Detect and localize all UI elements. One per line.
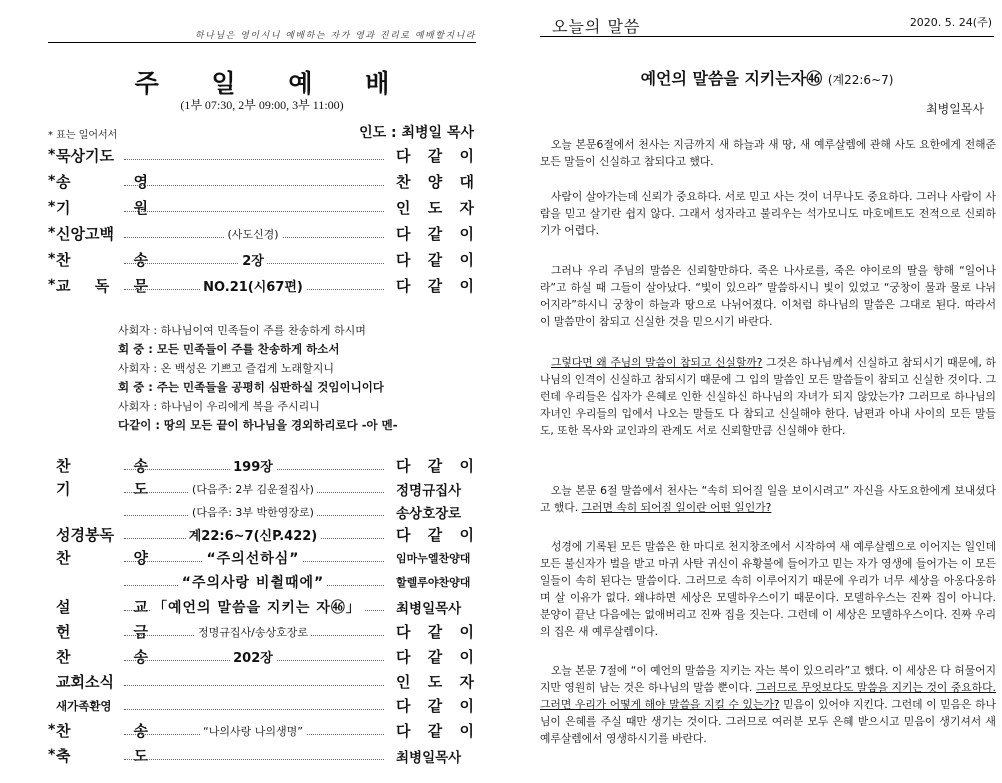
- order-item-leader: 송상호장로: [396, 506, 462, 522]
- order-item-name: 헌 금: [56, 623, 148, 641]
- order-row: [0, 145, 512, 169]
- responsive-line: 회 중 : 주는 민족들을 공평히 심판하실 것임이니이다: [118, 380, 384, 394]
- order-item-name: 기 도: [56, 480, 148, 498]
- sermon-author: 최병일목사: [926, 102, 984, 116]
- order-item-name: 설 교: [56, 598, 148, 616]
- underlined-question: 그렇다면 왜 주님의 말씀이 참되고 신실할까?: [551, 356, 763, 369]
- order-item-detail: NO.21(시67편): [200, 280, 306, 295]
- order-row: [0, 275, 512, 299]
- sermon-paragraph: [540, 262, 996, 330]
- sermon-paragraph: [540, 538, 996, 640]
- sermon-paragraph: [540, 354, 996, 439]
- stand-mark: *: [48, 173, 56, 189]
- service-times: (1부 07:30, 2부 09:00, 3부 11:00): [180, 98, 344, 112]
- order-item-name: 교 독 문: [56, 277, 148, 295]
- order-row: [0, 478, 512, 502]
- responsive-line: 사회자 : 온 백성은 기쁘고 즐겁게 노래할지니: [118, 362, 334, 375]
- sermon-paragraph: [540, 136, 996, 170]
- order-item-name: 묵상기도: [56, 147, 114, 165]
- paragraph-text: 오늘 본문 7절에 “이 예언의 말씀을 지키는 자는 복이 있으리라”고 했다. 이 세상은 다 허물어지지만 영원히 남는 것은 하나님의 말씀 뿐이다.: [540, 664, 997, 694]
- order-item-leader: 다 같 이: [396, 147, 474, 165]
- dot-leader: [124, 211, 384, 212]
- order-row: [0, 223, 512, 247]
- order-row: [0, 249, 512, 273]
- dot-leader: [124, 185, 384, 186]
- stand-mark: *: [48, 199, 56, 215]
- order-item-leader: 할렐루야찬양대: [396, 576, 471, 589]
- order-row: [0, 621, 512, 645]
- order-item-leader: 인 도 자: [396, 199, 474, 217]
- order-item-name: 새가족환영: [56, 699, 112, 713]
- responsive-line: 회 중 : 모든 민족들이 주를 찬송하게 하소서: [118, 342, 340, 356]
- stand-mark: *: [48, 722, 56, 738]
- sermon-title-text: 예언의 말씀을 지키는자㊻: [640, 69, 823, 88]
- order-item-detail: (사도신경): [224, 228, 281, 241]
- order-item-detail: “주의사랑 비췰때에”: [179, 575, 327, 591]
- service-title: 주 일 예 배: [134, 69, 412, 98]
- header-rule: [540, 36, 994, 37]
- order-item-leader: 다 같 이: [396, 722, 474, 740]
- order-row: [0, 745, 512, 769]
- order-item-name: 교회소식: [56, 673, 114, 691]
- order-item-leader: 다 같 이: [396, 457, 474, 475]
- sermon-page: [512, 0, 1002, 783]
- presider: 인도 : 최병일 목사: [359, 125, 474, 141]
- underlined-question: 그러면 속히 되어질 일이란 어떤 일인가?: [581, 501, 772, 514]
- paragraph-text: 그것은 하나님께서 신실하고 참되시기 때문에, 하나님의 인격이 신실하고 참되시기 때문에 그 입의 말씀인 모든 말씀들이 참되고 신실한 것이다. 그런데 우리들은 십자가 은혜로 인한 신실하신 하나님의 자녀가 되지 않았는가? 그러므로 하나님의 자녀인 우리들의 입에서 나오는 말들도 다 참되고 신실해야 한다. 남편과 아내 사이의 모든 말들도, 또한 목사와 교인과의 관계도 서로 신뢰할만큼 신실해야 한다.: [540, 356, 996, 437]
- order-row: [0, 695, 512, 719]
- order-item-name: 신앙고백: [56, 225, 114, 243]
- order-item-leader: 최병일목사: [396, 750, 462, 766]
- paragraph-text: 그러나 우리 주님의 말씀은 신뢰할만하다. 죽은 나사로를, 죽은 야이로의 딸을 향해 “일어나라”고 하실 때 그들이 살아났다. “빛이 있으라” 말씀하시니 빛이 있었고 “궁창이 물과 물로 나뉘어지라”하시니 궁창이 하늘과 땅으로 나뉘어졌다. 이처럼 하나님의 말씀은 그대로 된다. 따라서 이 말씀만이 참되고 신실한 것을 믿으시기 바란다.: [540, 264, 996, 328]
- order-item-detail: “주의선하심”: [203, 551, 302, 567]
- responsive-line: 다같이 : 땅의 모든 끝이 하나님을 경외하리로다 -아 멘-: [118, 418, 398, 432]
- order-item-name: 찬 송: [56, 722, 148, 740]
- order-item-detail: 계22:6~7(신P.422): [186, 529, 321, 544]
- paragraph-text: 사람이 살아가는데 신뢰가 중요하다. 서로 믿고 사는 것이 너무나도 중요하다. 그러나 사람이 사람을 믿고 살기란 쉽지 않다. 그래서 성자라고 불리우는 석가모니도 마호메트도 전적으로 신뢰하기가 어렵다.: [540, 190, 996, 237]
- paragraph-text: 오늘 본문 6절 말씀에서 천사는 “속히 되어질 일을 보이시려고” 자신을 사도요한에게 보내셨다고 했다.: [540, 484, 996, 514]
- dot-leader: [124, 759, 384, 760]
- order-item-leader: 정명규집사: [396, 483, 462, 499]
- sermon-paragraph: [540, 662, 996, 747]
- order-row: [0, 646, 512, 670]
- order-item-name: 기 원: [56, 199, 148, 217]
- order-row: [0, 720, 512, 744]
- sermon-scripture-ref: (계22:6~7): [827, 73, 894, 87]
- order-row: [0, 547, 512, 571]
- header-rule: [48, 42, 476, 43]
- dot-leader: [124, 685, 384, 686]
- order-row: [0, 197, 512, 221]
- order-item-detail: 2장: [239, 254, 267, 269]
- order-item-name: 성경봉독: [56, 526, 114, 544]
- order-item-name: 찬 송: [56, 251, 148, 269]
- order-item-detail: (다음주: 3부 박한영장로): [189, 506, 317, 519]
- order-item-leader: 최병일목사: [396, 601, 462, 617]
- stand-mark: *: [48, 147, 56, 163]
- order-item-detail: 정명규집사/송상호장로: [195, 626, 311, 639]
- paragraph-text: 오늘 본문6절에서 천사는 지금까지 새 하늘과 새 땅, 새 예루살렘에 관해 사도 요한에게 전해준 모든 말들이 신실하고 참되다고 했다.: [540, 138, 996, 168]
- order-item-detail: 202장: [230, 651, 276, 666]
- sermon-paragraph: [540, 188, 996, 239]
- order-item-name: 찬 송: [56, 457, 148, 475]
- sermon-title: 「예언의 말씀을 지키는 자㊻」: [150, 600, 364, 616]
- order-item-name: 찬 송: [56, 648, 148, 666]
- underlined-question: 그러므로 무엇보다도 말씀을 지키는 것이 중요하다. 그러면 우리가 어떻게 해야 말씀을 지킬 수 있는가?: [540, 681, 996, 711]
- sermon-paragraph: [540, 482, 996, 516]
- stand-mark: *: [48, 225, 56, 241]
- dot-leader: [124, 159, 384, 160]
- order-item-name: 찬 양: [56, 549, 148, 567]
- order-row: [0, 455, 512, 479]
- order-row: [0, 501, 512, 525]
- header-motto: 하나님은 영이시니 예배하는 자가 영과 진리로 예배할지니라: [194, 31, 476, 41]
- order-row: [0, 171, 512, 195]
- order-item-leader: 다 같 이: [396, 623, 474, 641]
- stand-mark: *: [48, 251, 56, 267]
- order-item-leader: 인 도 자: [396, 673, 474, 691]
- paragraph-text: 믿음이 있어야 지킨다. 그런데 이 믿음은 하나님이 은혜를 주실 때만 생기는 것이다. 그러므로 여러분 모두 은혜 받으시고 믿음이 생기셔서 새 예루살렘에서 영생하시기를 바란다.: [540, 698, 996, 745]
- order-item-name: 축 도: [56, 747, 148, 765]
- sermon-title: [540, 66, 994, 89]
- paragraph-text: 성경에 기록된 모든 말씀은 한 마디로 천지창조에서 시작하여 새 예루살렘으로 이어지는 일인데 모든 불신자가 벌을 받고 마귀 사탄 귀신이 유황불에 들어가고 믿는 자가 영생에 들어가는 이 모든 일들이 속히 된다는 말씀이다. 그러므로 속히 이루어지기 때문에 우리가 너무 세상을 아옹다옹하며 살 이유가 없다. 왜냐하면 세상은 모델하우스이기 때문이다. 모델하우스는 진짜 집이 아니다. 분양이 끝난 다음에는 없애버리고 진짜 집을 짓는다. 그런데 이 세상은 모델하우스이다. 진짜 우리의 집은 새 예루살렘이다.: [540, 540, 996, 638]
- section-header: 오늘의 말씀: [552, 17, 641, 36]
- order-item-detail: “나의사랑 나의생명”: [200, 725, 306, 738]
- order-item-leader: 다 같 이: [396, 648, 474, 666]
- responsive-line: 사회자 : 하나님이여 민족들이 주를 찬송하게 하시며: [118, 324, 366, 337]
- order-item-leader: 임마누엘찬양대: [396, 552, 471, 565]
- stand-mark: *: [48, 277, 56, 293]
- order-row: [0, 671, 512, 695]
- dot-leader: [124, 709, 384, 710]
- order-row: [0, 596, 512, 620]
- order-item-leader: 다 같 이: [396, 697, 474, 715]
- bulletin-date: 2020. 5. 24(주): [909, 16, 992, 29]
- order-item-leader: 다 같 이: [396, 526, 474, 544]
- stand-note: * 표는 일어서서: [48, 130, 118, 141]
- order-row: [0, 524, 512, 548]
- order-row: [0, 571, 512, 595]
- order-item-leader: 다 같 이: [396, 225, 474, 243]
- order-item-leader: 다 같 이: [396, 277, 474, 295]
- responsive-line: 사회자 : 하나님이 우리에게 복을 주시리니: [118, 400, 320, 413]
- order-item-leader: 다 같 이: [396, 251, 474, 269]
- order-item-detail: (다음주: 2부 김운절집사): [189, 483, 317, 496]
- order-item-name: 송 영: [56, 173, 148, 191]
- order-item-detail: 199장: [230, 460, 276, 475]
- stand-mark: *: [48, 747, 56, 763]
- order-item-leader: 찬 양 대: [396, 173, 474, 191]
